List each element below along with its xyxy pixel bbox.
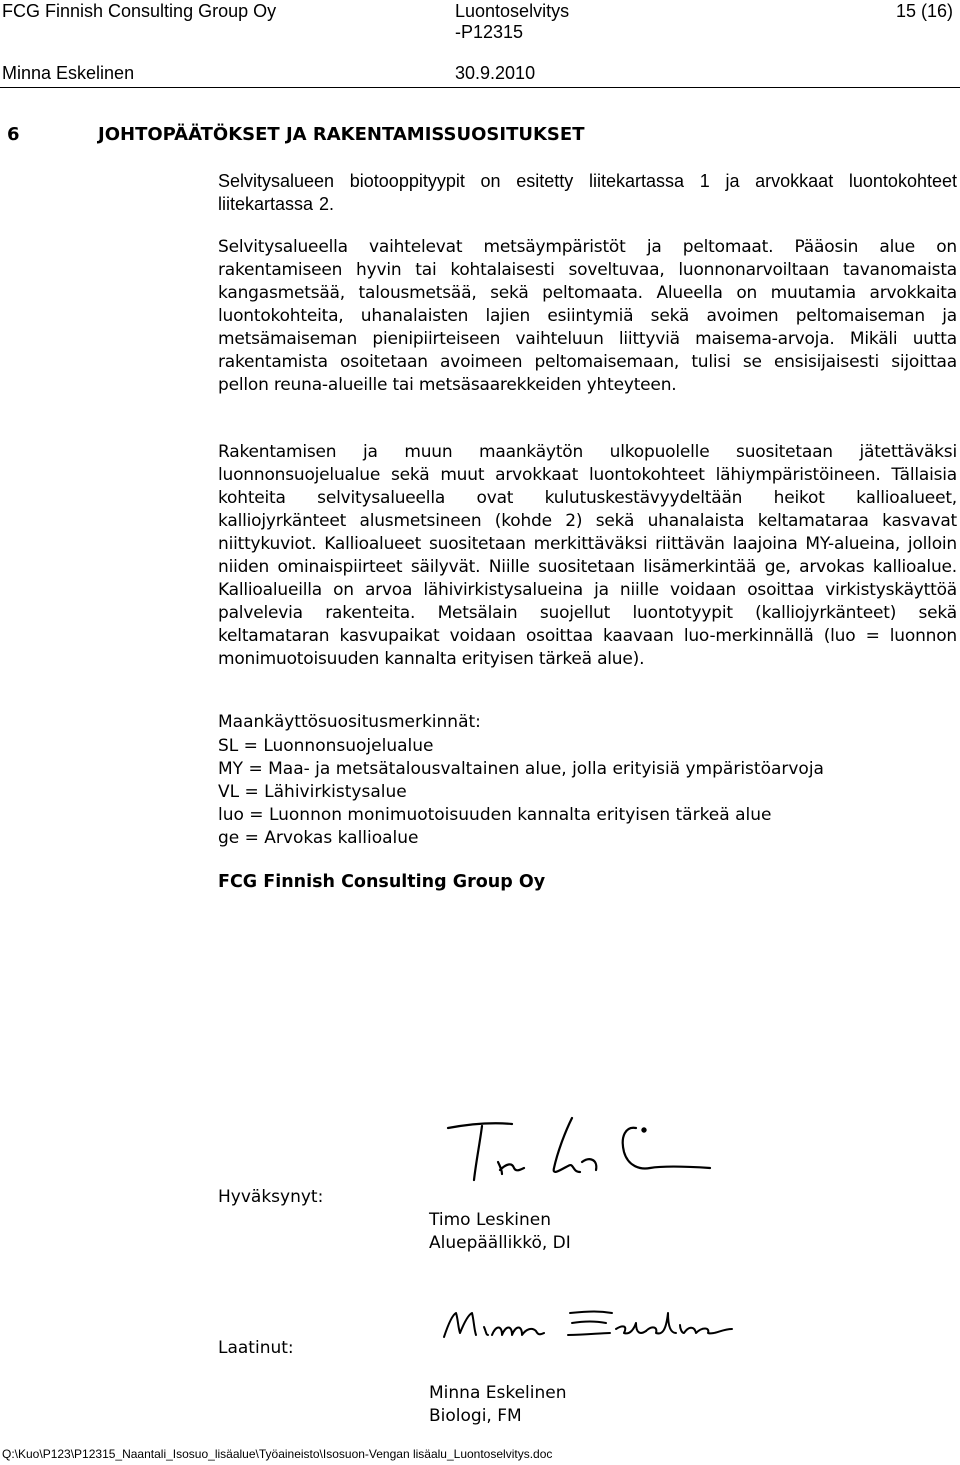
section-number: 6 [7,124,20,145]
approved-label: Hyväksynyt: [218,1187,324,1207]
company-name: FCG Finnish Consulting Group Oy [218,872,546,892]
signature-timo-leskinen [440,1110,720,1185]
approved-name: Timo Leskinen [429,1210,552,1230]
paragraph-intro: Selvitysalueen biotooppityypit on esitetty liitekartassa 1 ja arvokkaat luontokohteet liitekartassa 2. [218,171,957,214]
paragraph-recommendations: Rakentamisen ja muun maankäytön ulkopuolelle suositetaan jätettäväksi luonnonsuojelualue sekä muut arvokkaat luontokohteet lähiympäristöineen. Tällaisia kohteita selvitysalueella ovat kulutuskestävyydeltään heikot kallioalueet, kalliojyrkänteet alusmetsineen (kohde 2) sekä uhanalaista keltamataraa kasvavat niittykuviot. Kallioalueet suositetaan merkittäväksi riittävän laajoina MY-alueina, jolloin niiden ominaispiirteet säilyvät. Niille suositetaan lisämerkintää ge, arvokas kallioalue. Kallioalueilla on arvoa lähivirkistysalueina ja niille voidaan osoittaa virkistyskäyttöä palvelevia rakenteita. Metsälain suojellut luontotyypit (kalliojyrkänteet) sekä keltamataran kasvupaikat voidaan osoittaa kaavaan luo-merkinnällä (luo = luonnon monimuotoisuuden kannalta erityisen tärkeä alue). [218,442,957,669]
footer-file-path: Q:\Kuo\P123\P12315_Naantali_Isosuo_lisäalue\Työaineisto\Isosuon-Vengan lisäalu_Luontoselvitys.doc [2,1447,553,1461]
paragraph-environment: Selvitysalueella vaihtelevat metsäympäristöt ja peltomaat. Pääosin alue on rakentamiseen hyvin tai kohtalaisesti soveltuvaa, luonnonarvoiltaan tavanomaista kangasmetsää, talousmetsää, sekä peltomaata. Alueella on muutamia arvokkaita luontokohteita, uhanalaisten lajien esiintymiä sekä avoimen peltomaiseman ja metsämaiseman pienipiirteiseen vaihteluun liittyviä maisema-arvoja. Mikäli uutta rakentamista osoitetaan avoimeen peltomaisemaan, tulisi se ensisijaisesti sijoittaa pellon reuna-alueille tai metsäsaarekkeiden yhteyteen. [218,237,957,395]
header-rule [0,87,960,88]
legend-item-sl: SL = Luonnonsuojelualue [218,736,434,756]
header-doc-type: Luontoselvitys [455,1,570,21]
header-date: 30.9.2010 [455,63,536,83]
prepared-name: Minna Eskelinen [429,1383,567,1403]
header-page-number: 15 (16) [896,1,954,21]
legend-item-vl: VL = Lähivirkistysalue [218,782,407,802]
prepared-label: Laatinut: [218,1338,294,1358]
header-company: FCG Finnish Consulting Group Oy [2,1,277,21]
header-project: -P12315 [455,22,524,42]
legend-item-my: MY = Maa- ja metsätalousvaltainen alue, jolla erityisiä ympäristöarvoja [218,759,824,779]
signature-minna-eskelinen [440,1305,740,1350]
section-title: JOHTOPÄÄTÖKSET JA RAKENTAMISSUOSITUKSET [98,124,585,145]
prepared-title: Biologi, FM [429,1406,522,1426]
legend-item-luo: luo = Luonnon monimuotoisuuden kannalta erityisen tärkeä alue [218,805,772,825]
header-author: Minna Eskelinen [2,63,135,83]
approved-title: Aluepäällikkö, DI [429,1233,571,1253]
legend-item-ge: ge = Arvokas kallioalue [218,828,419,848]
legend-title: Maankäyttösuositusmerkinnät: [218,712,481,732]
